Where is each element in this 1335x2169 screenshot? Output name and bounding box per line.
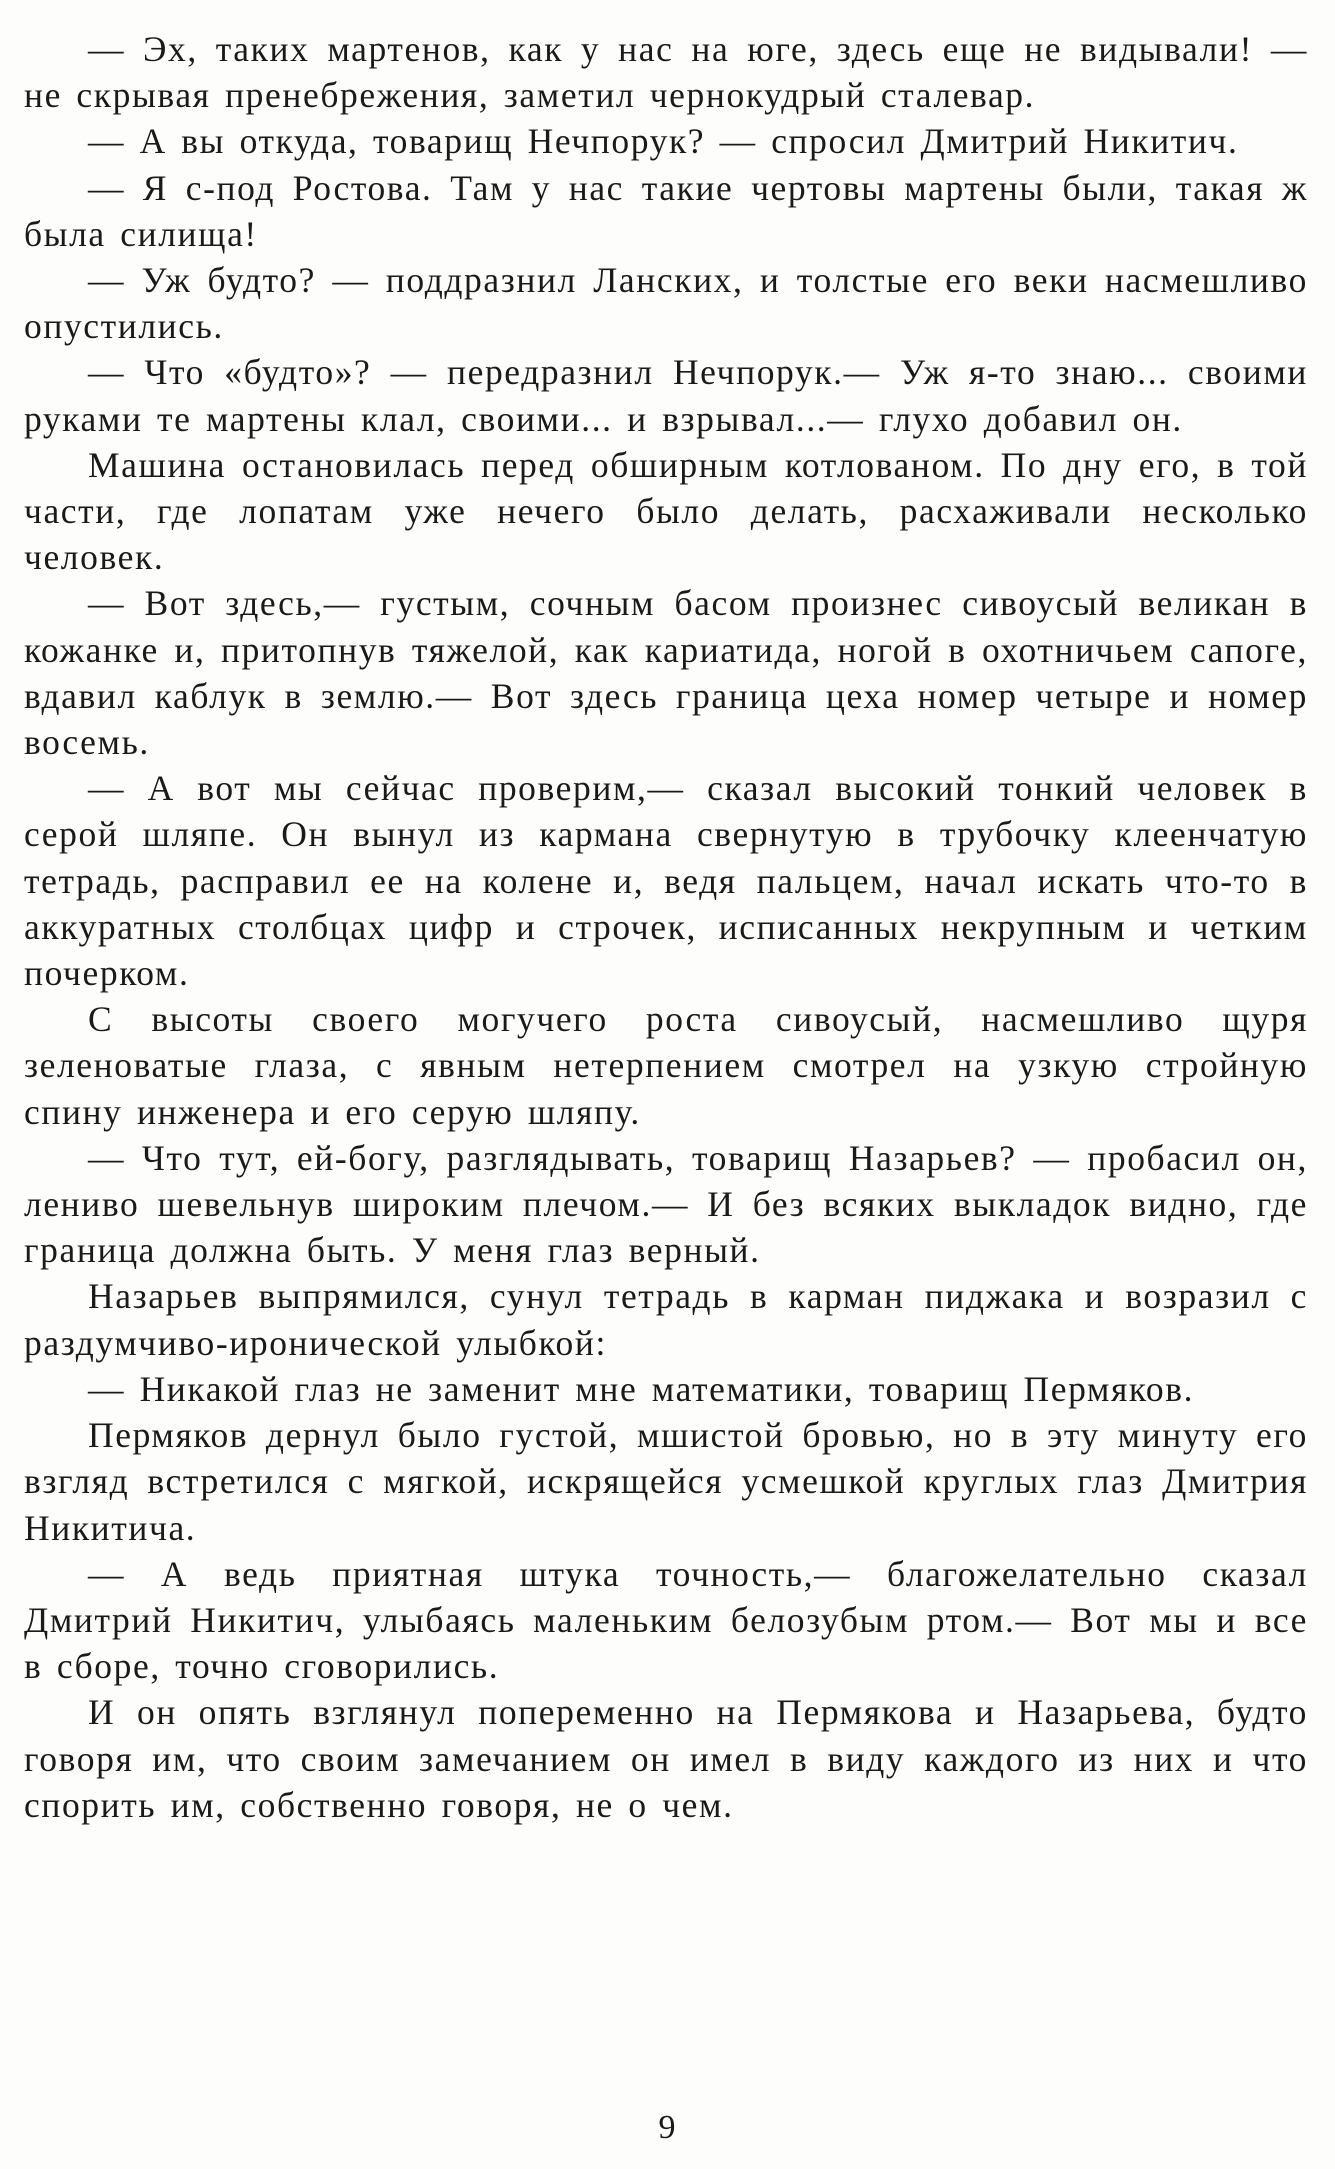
paragraph: — Вот здесь,— густым, сочным басом произнес сивоусый великан в кожанке и, притопнув тяжелой, как кариатида, ногой в охотничьем сапоге, вдавил каблук в землю.— Вот здесь граница цеха номер четыре и номер восемь. [24,583,1308,763]
paragraph: — А вы откуда, товарищ Нечпорук? — спросил Дмитрий Никитич. [88,121,1239,162]
paragraph: — А вот мы сейчас проверим,— сказал высокий тонкий человек в серой шляпе. Он вынул из кармана свернутую в трубочку клеенчатую тетрадь, расправил ее на колене и, ведя пальцем, начал искать что-то в аккуратных столбцах цифр и строчек, исписанных некрупным и четким почерком. [24,768,1308,994]
paragraph: — Я с-под Ростова. Там у нас такие чертовы мартены были, такая ж была силища! [24,167,1308,254]
paragraph: Пермяков дернул было густой, мшистой бровью, но в эту минуту его взгляд встретился с мягкой, искрящейся усмешкой круглых глаз Дмитрия Никитича. [24,1415,1308,1548]
paragraph: — Уж будто? — поддразнил Ланских, и толстые его веки насмешливо опустились. [24,260,1308,347]
paragraph: С высоты своего могучего роста сивоусый, насмешливо щуря зеленоватые глаза, с явным нетерпением смотрел на узкую стройную спину инженера и его серую шляпу. [24,999,1308,1132]
paragraph: — Эх, таких мартенов, как у нас на юге, здесь еще не видывали! — не скрывая пренебрежения, заметил чернокудрый сталевар. [24,29,1308,116]
paragraph: И он опять взглянул попеременно на Пермякова и Назарьева, будто говоря им, что своим замечанием он имел в виду каждого из них и что спорить им, собственно говоря, не о чем. [24,1692,1308,1825]
paragraph: — Что «будто»? — передразнил Нечпорук.— Уж я-то знаю... своими руками те мартены клал, своими... и взрывал...— глухо добавил он. [24,352,1308,439]
paragraph: Машина остановилась перед обширным котлованом. По дну его, в той части, где лопатам уже нечего было делать, расхаживали несколько человек. [24,444,1308,578]
paragraph: — А ведь приятная штука точность,— благожелательно сказал Дмитрий Никитич, улыбаясь маленьким белозубым ртом.— Вот мы и все в сборе, точно сговорились. [24,1553,1308,1687]
paragraph: — Что тут, ей-богу, разглядывать, товарищ Назарьев? — пробасил он, лениво шевельнув широким плечом.— И без всяких выкладок видно, где граница должна быть. У меня глаз верный. [24,1137,1308,1271]
page-text [24,26,1308,1828]
paragraph: — Никакой глаз не заменит мне математики, товарищ Пермяков. [88,1368,1195,1409]
page-number: 9 [658,2109,677,2146]
paragraph: Назарьев выпрямился, сунул тетрадь в карман пиджака и возразил с раздумчиво-иронической улыбкой: [24,1276,1308,1363]
